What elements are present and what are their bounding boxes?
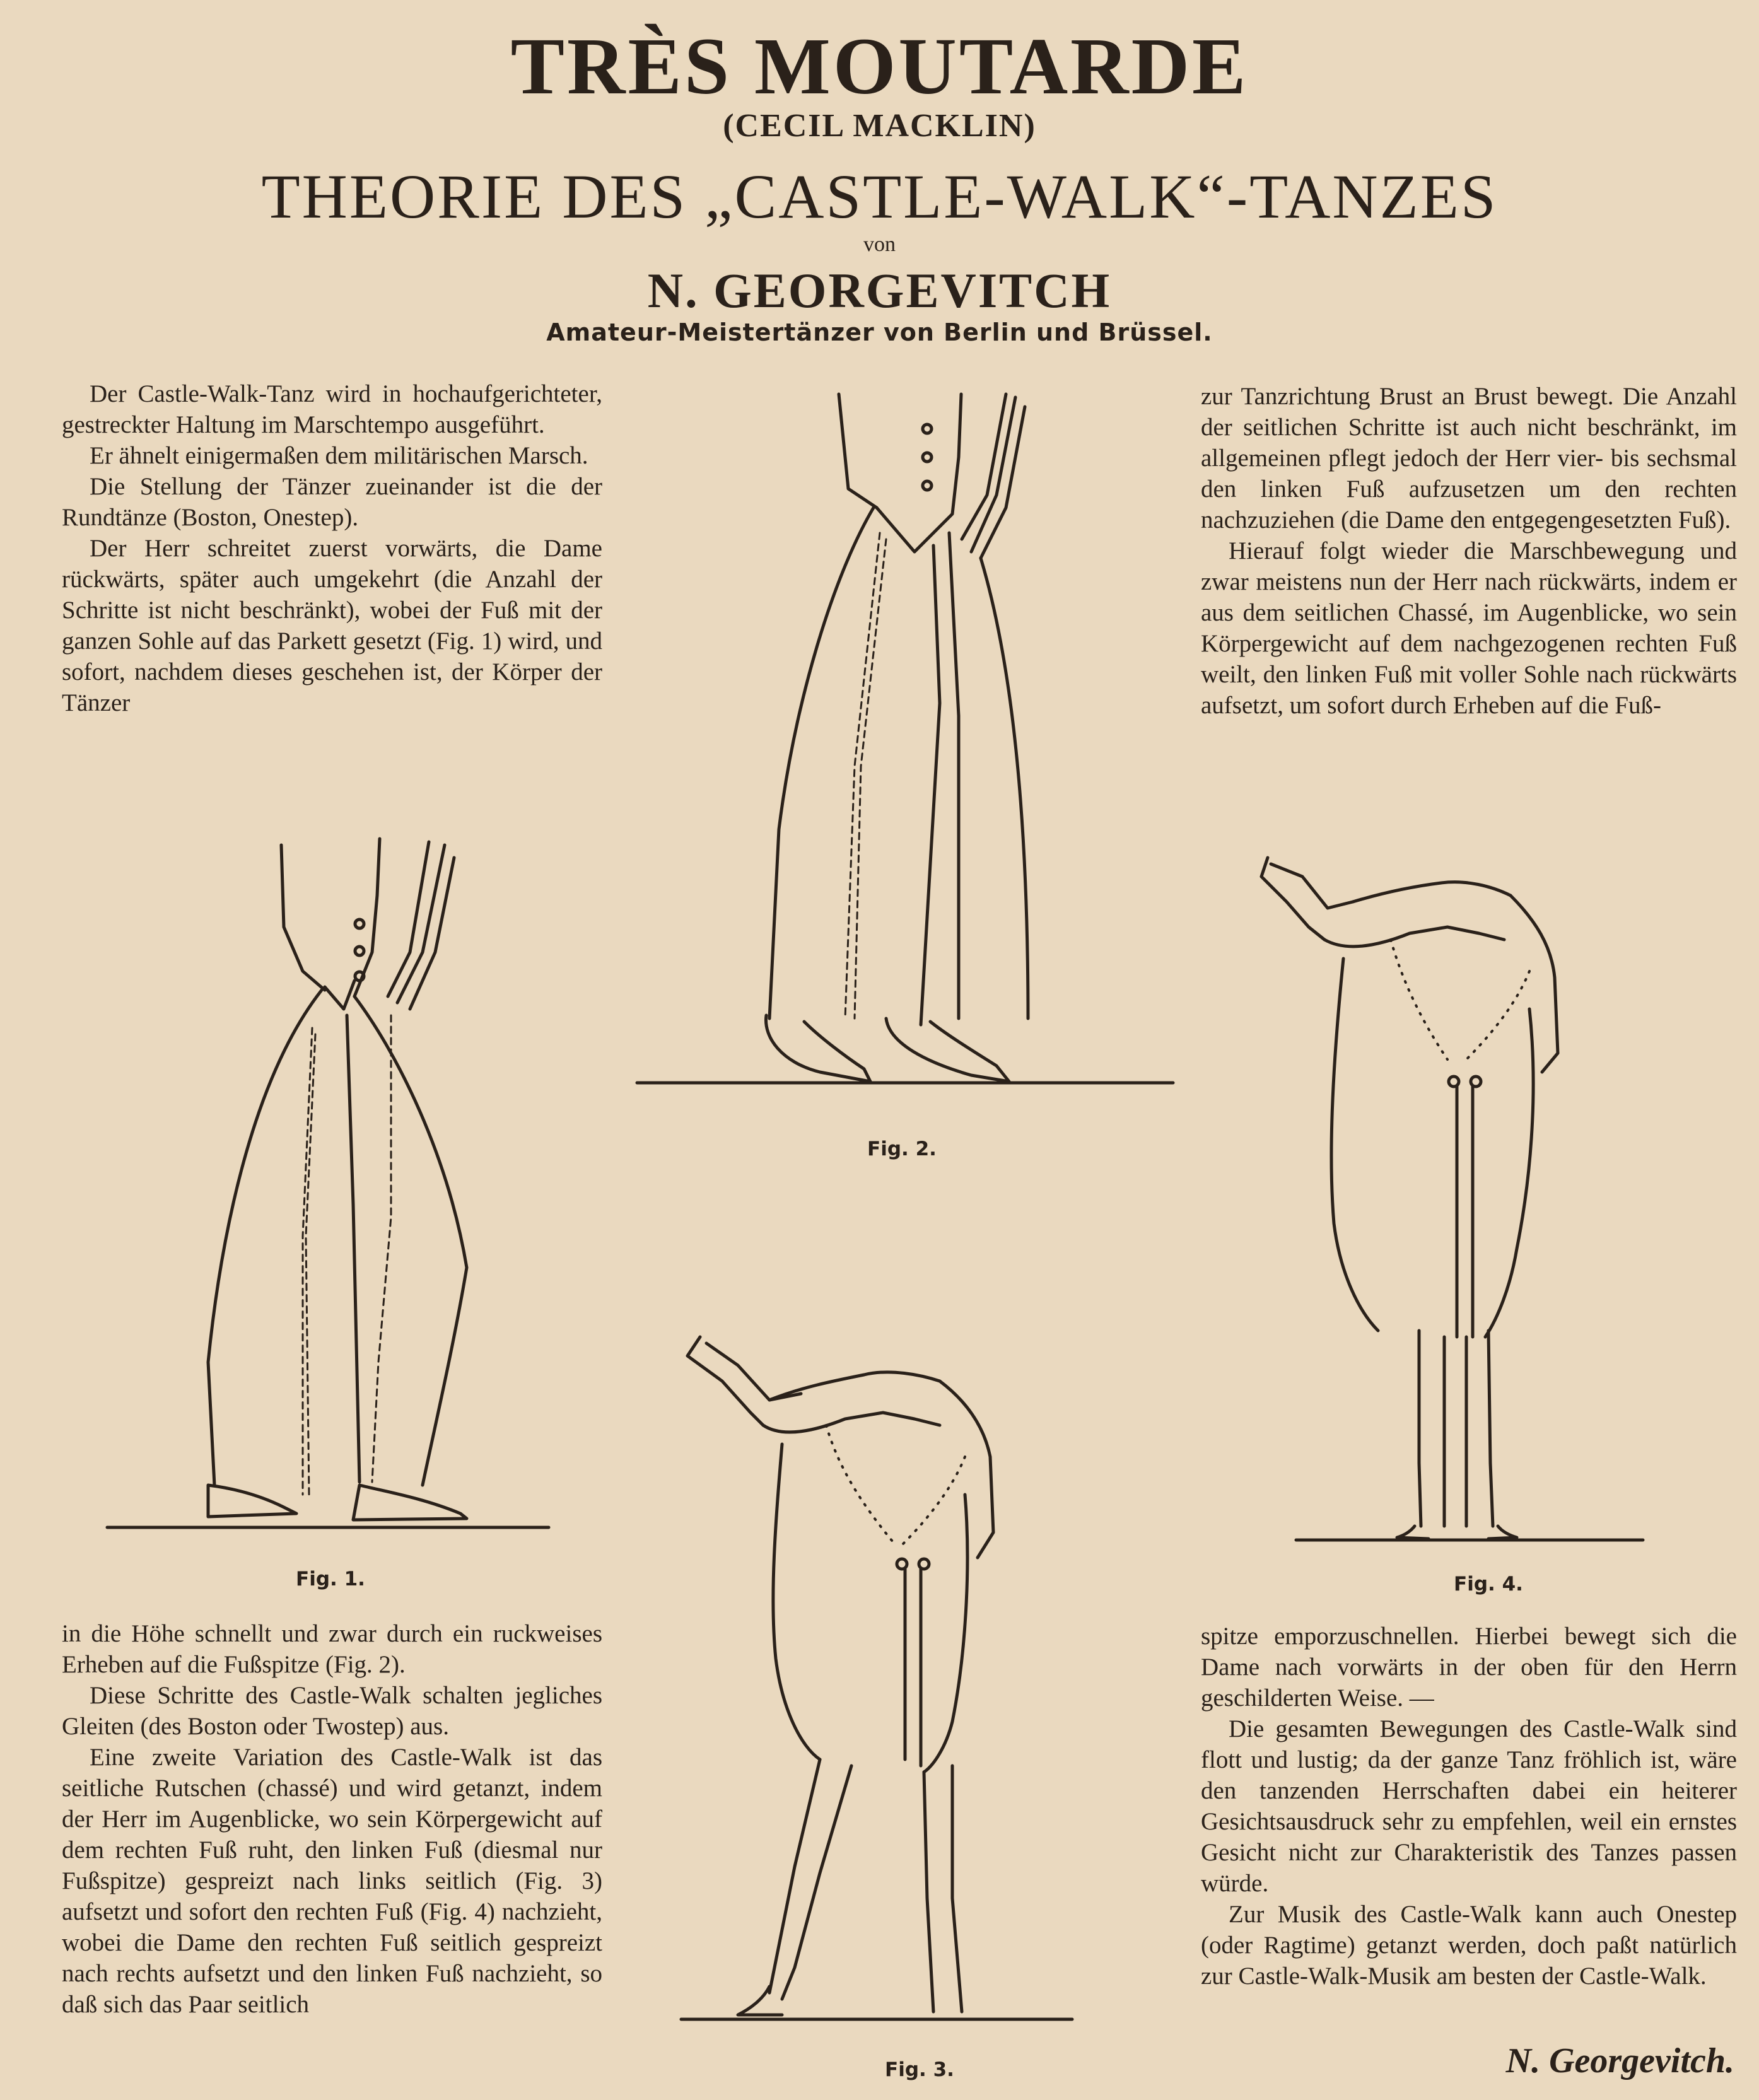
figure-1-caption: Fig. 1. — [296, 1568, 365, 1590]
paragraph: zur Tanzrichtung Brust an Brust bewegt. Die Anzahl der seitlichen Schritte ist auch nicht beschränkt, im allgemeinen pflegt jedoch der Herr vier- bis sechsmal den linken Fuß aufzusetzen um den rechten nachzuziehen (die Dame den entgegengesetzten Fuß). — [1201, 383, 1737, 534]
paragraph: spitze emporzuschnellen. Hierbei bewegt sich die Dame nach vorwärts in der oben für den Herrn geschilderten Weise. — — [1201, 1623, 1737, 1712]
figure-4-illustration — [1252, 832, 1656, 1545]
page-title: TRÈS MOUTARDE — [510, 21, 1249, 111]
paragraph: Die Stellung der Tänzer zueinander ist die der Rundtänze (Boston, Onestep). — [62, 473, 602, 531]
figure-3-illustration — [675, 1331, 1078, 2024]
article-subtitle: THEORIE DES „CASTLE-WALK“-TANZES — [261, 161, 1498, 231]
paragraph: Hierauf folgt wieder die Marschbewegung und zwar meistens nun der Herr nach rückwärts, indem er aus dem seitlichen Chassé, im Augenblicke, wo sein Körpergewicht auf dem nachgezogenen rechten Fuß weilt, den linken Fuß mit voller Sohle nach rückwärts aufsetzt, um sofort durch Erheben auf die Fuß- — [1201, 537, 1737, 719]
paragraph: Eine zweite Variation des Castle-Walk ist das seitliche Rutschen (chassé) und wird getanzt, indem der Herr im Augenblicke, wo sein Körpergewicht auf dem rechten Fuß ruht, den linken Fuß (diesmal nur Fußspitze) gespreizt nach links seitlich (Fig. 3) aufsetzt und sofort den rechten Fuß (Fig. 4) nachzieht, wobei die Dame den rechten Fuß seitlich gespreizt nach rechts aufsetzt und den linken Fuß nachzieht, so daß sich das Paar seitlich — [62, 1744, 602, 2018]
figure-4-caption: Fig. 4. — [1454, 1573, 1523, 1595]
paragraph: Der Herr schreitet zuerst vorwärts, die Dame rückwärts, später auch umgekehrt (die Anzahl der Schritte ist nicht beschränkt), wobei der Fuß mit der ganzen Sohle auf das Parkett gesetzt (Fig. 1) wird, und sofort, nachdem dieses geschehen ist, der Körper der Tänzer — [62, 535, 602, 716]
paragraph: Die gesamten Bewegungen des Castle-Walk sind flott und lustig; da der ganze Tanz fröhlich ist, wäre den tanzenden Herrschaften dabei ein heiterer Gesichtsausdruck sehr zu empfehlen, weil ein ernstes Gesicht nicht zur Charakteristik des Tanzes passen würde. — [1201, 1715, 1737, 1897]
paragraph: in die Höhe schnellt und zwar durch ein ruckweises Erheben auf die Fußspitze (Fig. 2). — [62, 1620, 602, 1678]
text-column-left-bottom — [62, 1618, 602, 2020]
figure-2-caption: Fig. 2. — [867, 1138, 937, 1160]
figure-3-caption: Fig. 3. — [885, 2058, 954, 2081]
figure-1-illustration — [95, 826, 561, 1539]
text-column-right-bottom — [1201, 1621, 1737, 1992]
paragraph: Zur Musik des Castle-Walk kann auch Onestep (oder Ragtime) getanzt werden, doch paßt natürlich zur Castle-Walk-Musik am besten der Castle-Walk. — [1201, 1901, 1737, 1990]
byline-von: von — [863, 233, 896, 256]
author-affiliation: Amateur-Meistertänzer von Berlin und Brüssel. — [546, 318, 1213, 346]
text-column-left-top — [62, 378, 602, 718]
paragraph: Er ähnelt einigermaßen dem militärischen Marsch. — [90, 442, 588, 469]
pseudonym: (CECIL MACKLIN) — [723, 108, 1036, 144]
paragraph: Diese Schritte des Castle-Walk schalten jegliches Gleiten (des Boston oder Twostep) aus. — [62, 1682, 602, 1740]
author-name: N. GEORGEVITCH — [647, 263, 1112, 318]
text-column-right-top — [1201, 381, 1737, 721]
paragraph: Der Castle-Walk-Tanz wird in hochaufgerichteter, gestreckter Haltung im Marschtempo ausgeführt. — [62, 380, 602, 438]
figure-2-illustration — [631, 388, 1179, 1094]
author-signature: N. Georgevitch. — [1505, 2041, 1734, 2080]
